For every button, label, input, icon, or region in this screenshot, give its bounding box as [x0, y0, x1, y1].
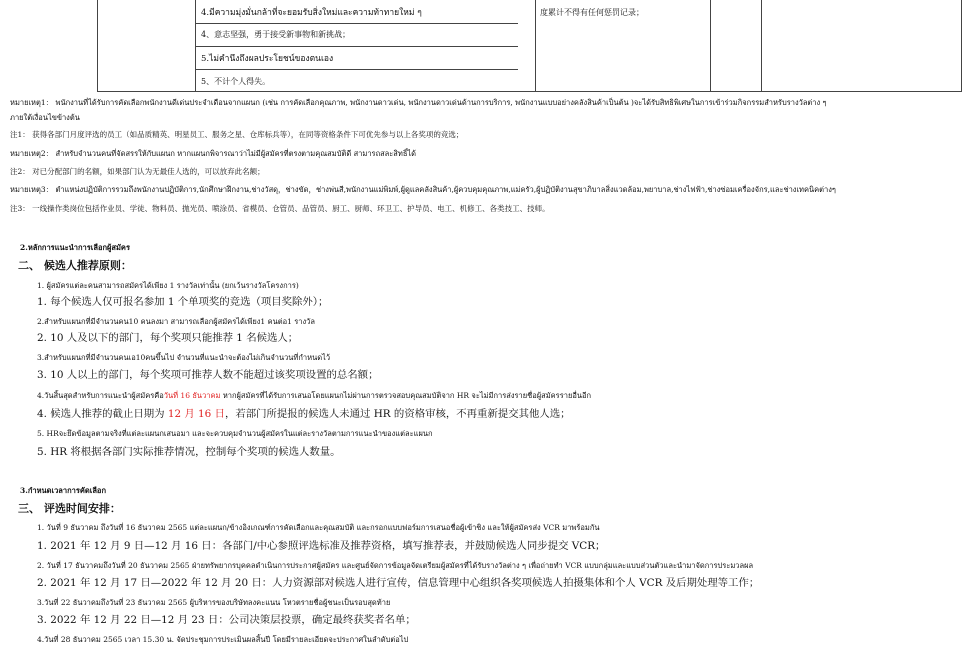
- section-2-item: 5. HR 将根据各部门实际推荐情况，控制每个奖项的候选人数量。: [37, 446, 341, 458]
- section-2-item-4-thai: [37, 392, 591, 400]
- section-3-item: 4.วันที่ 28 ธันวาคม 2565 เวลา 15.30 น. จัดประชุมการประเมินผลสิ้นปี โดยมีรายละเอียดจะประกาศในลำดับต่อไป: [37, 635, 409, 644]
- table-cell: 4、意志坚强，勇于接受新事物和新挑战；: [201, 30, 351, 39]
- section-2-item-4-chinese: [37, 409, 571, 419]
- table-cell: 5、不计个人得失。: [201, 77, 271, 86]
- section-2-chinese-title: 二、 候选人推荐原则：: [18, 259, 132, 272]
- section-3-chinese-title: 三、 评选时间安排：: [18, 502, 121, 515]
- note-2-thai: หมายเหตุ2： สำหรับจำนวนคนที่จัดสรรให้กับแผนก หากแผนกพิจารณาว่าไม่มีผู้สมัครที่ตรงตามคุณสมบัติดี สามารถสละสิทธิ์ได้: [10, 149, 417, 158]
- section-2-item: 2. 10 人及以下的部门，每个奖项只能推荐 1 名候选人；: [37, 332, 299, 344]
- note-1-thai: หมายเหตุ1： พนักงานที่ได้รับการคัดเลือกพนักงานดีเด่นประจำเดือนจากแผนก (เช่น การคัดเลือกคุณภาพ, พนักงานดาวเด่น, พนักงานดาวเด่นด้านการบริการ, พนักงานแบบอย่างคลังสินค้าเป็นต้น )จะได้รับสิทธิพิเศษในการเข้าร่วมกิจกรรมสำหรับรางวัลต่าง ๆ: [10, 98, 827, 107]
- table-rule: [195, 46, 518, 47]
- note-1-thai-cont: ภายใต้เงื่อนไขข้างต้น: [10, 113, 80, 122]
- table-divider: [761, 0, 762, 91]
- section-2-item: 5. HRจะยึดข้อมูลตามจริงที่แต่ละแผนกเสนอมา และจะควบคุมจำนวนผู้สมัครในแต่ละรางวัลตามการแนะนำของแต่ละแผนก: [37, 429, 433, 438]
- item-text: ，若部门所提报的候选人未通过 HR 的资格审核，不再重新提交其他人选；: [224, 408, 571, 420]
- deadline-highlight: 12 月 16 日: [167, 408, 225, 420]
- item-text: 4.วันสิ้นสุดสำหรับการแนะนำผู้สมัครคือ: [37, 391, 164, 400]
- table-cell: 5.ไม่คำนึงถึงผลประโยชน์ของตนเอง: [201, 54, 334, 64]
- section-3-thai-title: 3.กำหนดเวลาการคัดเลือก: [20, 486, 106, 495]
- section-2-item: 1. 每个候选人仅可报名参加 1 个单项奖的竞选（项目奖除外）；: [37, 296, 329, 308]
- section-3-item: 1. 2021 年 12 月 9 日—12 月 16 日：各部门/中心参照评选标准及推荐资格，填写推荐表，并鼓励候选人同步提交 VCR；: [37, 540, 606, 552]
- table-rule: [195, 69, 518, 70]
- section-2-thai-title: 2.หลักการแนะนำการเลือกผู้สมัคร: [20, 243, 130, 252]
- section-3-item: 3. 2022 年 12 月 22 日—12 月 23 日：公司决策层投票，确定最终获奖者名单；: [37, 614, 416, 626]
- item-text: 4. 候选人推荐的截止日期为: [37, 408, 168, 420]
- section-2-item: 1. ผู้สมัครแต่ละคนสามารถสมัครได้เพียง 1 รางวัลเท่านั้น (ยกเว้นรางวัลโครงการ): [37, 281, 299, 290]
- table-rule: [195, 23, 518, 24]
- table-divider: [710, 0, 711, 91]
- section-3-item: 2. วันที่ 17 ธันวาคมถึงวันที่ 20 ธันวาคม 2565 ฝ่ายทรัพยากรบุคคลดำเนินการประกาศผู้สมัคร และศูนย์จัดการข้อมูลจัดเตรียมผู้สมัครที่ได้รับรางวัลต่าง ๆ เพื่อถ่ายทำ VCR แบบกลุ่มและแบบส่วนตัวและนำมาจัดการประมวลผล: [37, 561, 754, 570]
- section-3-item: 1. วันที่ 9 ธันวาคม ถึงวันที่ 16 ธันวาคม 2565 แต่ละแผนก/ข้างอิงเกณฑ์การคัดเลือกและคุณสมบัติ และกรอกแบบฟอร์มการเสนอชื่อผู้เข้าชิง และให้ผู้สมัครส่ง VCR มาพร้อมกัน: [37, 523, 600, 532]
- note-3-thai: หมายเหตุ3： ตำแหน่งปฏิบัติการรวมถึงพนักงานปฏิบัติการ,นักศึกษาฝึกงาน,ช่างวัสดุ，ช่างขัด，ช่างพ่นสี,พนักงานแม่พิมพ์,ผู้ดูแลคลังสินค้า,ผู้ควบคุมคุณภาพ,แม่ครัว,ผู้ปฏิบัติงานสุขาภิบาลสิ่งแวดล้อม,พยาบาล,ช่างไฟฟ้า,ช่างซ่อมเครื่องจักร,และช่างเทคนิคต่างๆ: [10, 185, 836, 194]
- section-3-item: 3.วันที่ 22 ธันวาคมถึงวันที่ 23 ธันวาคม 2565 ผู้บริหารของบริษัทลงคะแนน โหวตรายชื่อผู้ชนะเป็นรอบสุดท้าย: [37, 598, 391, 607]
- table-cell: 4.มีความมุ่งมั่นกล้าที่จะยอมรับสิ่งใหม่และความท้าทายใหม่ ๆ: [201, 8, 422, 18]
- table-cell: 度累计不得有任何惩罚记录；: [540, 8, 644, 17]
- table-divider: [535, 0, 536, 91]
- section-2-item: 3. 10 人以上的部门，每个奖项可推荐人数不能超过该奖项设置的总名额；: [37, 369, 379, 381]
- section-2-item: 3.สำหรับแผนกที่มีจำนวนคนเอ10คนขึ้นไป จำนวนที่แนะนำจะต้องไม่เกินจำนวนที่กำหนดไว้: [37, 353, 331, 362]
- note-2-chinese: 注2： 对已分配部门的名额，如果部门认为无最佳人选的，可以放弃此名额；: [10, 167, 265, 176]
- note-1-chinese: 注1： 获得各部门月度评选的员工（如品质精英、明星员工、服务之星、仓库标兵等），在同等资格条件下可优先参与以上各奖项的竞选；: [10, 130, 464, 139]
- item-text: หากผู้สมัครที่ได้รับการเสนอโดยแผนกไม่ผ่านการตรวจสอบคุณสมบัติจาก HR จะไม่มีการส่งรายชื่อผู้สมัครรายอื่นอีก: [220, 391, 592, 400]
- section-3-item: 2. 2021 年 12 月 17 日—2022 年 12 月 20 日：人力资源部对候选人进行宣传，信息管理中心组织各奖项候选人拍摄集体和个人 VCR 及后期处理等工作；: [37, 577, 760, 589]
- section-2-item: 2.สำหรับแผนกที่มีจำนวนคน10 คนลงมา สามารถเลือกผู้สมัครได้เพียง1 คนต่อ1 รางวัล: [37, 317, 315, 326]
- note-3-chinese: 注3： 一线操作类岗位包括作业员、学徒、物料员、抛光员、喷涂员、省模员、仓管员、品管员、厨工、厨师、环卫工、护导员、电工、机修工、各类技工、技师。: [10, 204, 550, 213]
- deadline-highlight: วันที่ 16 ธันวาคม: [163, 391, 221, 400]
- criteria-table: [97, 0, 962, 92]
